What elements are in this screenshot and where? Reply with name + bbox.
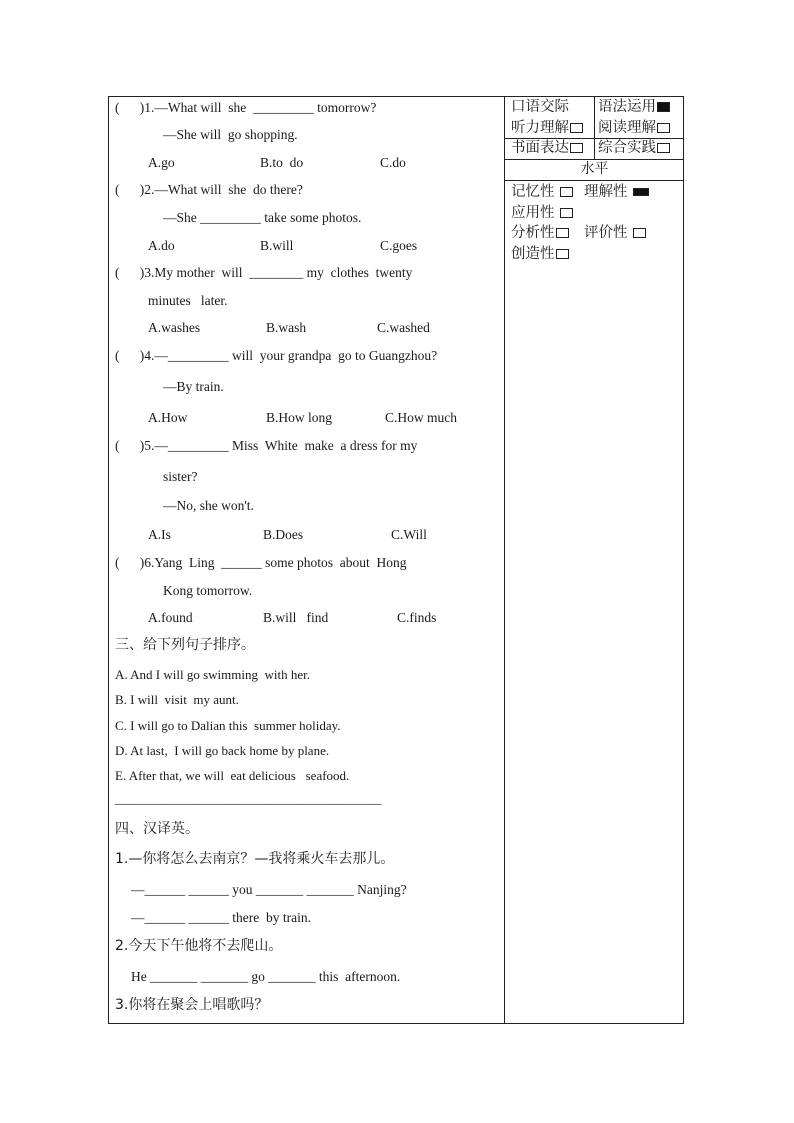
skill-writing: 书面表达 xyxy=(511,138,583,158)
translate-q3: 3.你将在聚会上唱歌吗？ xyxy=(115,997,269,1013)
level-memory: 记忆性 xyxy=(511,182,573,202)
question-4-answer-line: —By train. xyxy=(163,379,224,394)
q2-option-a: A.do xyxy=(148,238,175,253)
level-evaluation: 评价性 xyxy=(584,223,646,243)
sentence-d: D. At last, I will go back home by plane. xyxy=(115,743,330,758)
q4-option-a: A.How xyxy=(148,410,188,425)
question-5-answer-line: —No, she won't. xyxy=(163,498,254,513)
question-3: ( )3.My mother will ________ my clothes twenty xyxy=(115,265,413,280)
question-6: ( )6.Yang Ling ______ some photos about Hong xyxy=(115,555,407,570)
checkbox-grammar[interactable] xyxy=(657,102,670,112)
sentence-a: A. And I will go swimming with her. xyxy=(115,667,310,682)
q3-option-c: C.washed xyxy=(377,320,430,335)
question-5: ( )5.—_________ Miss White make a dress for my xyxy=(115,438,418,453)
q1-option-b: B.to do xyxy=(260,155,304,170)
checkbox-understanding[interactable] xyxy=(633,188,649,196)
checkbox-reading[interactable] xyxy=(657,123,670,133)
q2-option-b: B.will xyxy=(260,238,294,253)
q3-option-b: B.wash xyxy=(266,320,307,335)
translate-q2: 2.今天下午他将不去爬山。 xyxy=(115,938,283,954)
skill-speaking: 口语交际 xyxy=(511,99,569,115)
checkbox-memory[interactable] xyxy=(560,187,573,197)
q3-option-a: A.washes xyxy=(148,320,201,335)
order-answer-line: _________________________________________ xyxy=(115,791,382,806)
skill-reading: 阅读理解 xyxy=(598,118,670,138)
level-analysis: 分析性 xyxy=(511,223,569,243)
question-3-continued: minutes later. xyxy=(148,293,228,308)
question-1: ( )1.—What will she _________ tomorrow? xyxy=(115,100,377,115)
question-4: ( )4.—_________ will your grandpa go to Guangzhou? xyxy=(115,348,438,363)
level-creativity: 创造性 xyxy=(511,244,569,264)
translate-q1-line-2: —______ ______ there by train. xyxy=(131,910,311,925)
q1-option-c: C.do xyxy=(380,155,406,170)
translate-q1: 1.—你将怎么去南京？—我将乘火车去那儿。 xyxy=(115,851,395,867)
q4-option-c: C.How much xyxy=(385,410,457,425)
sentence-b: B. I will visit my aunt. xyxy=(115,692,239,707)
skill-grid xyxy=(505,96,684,160)
checkbox-creativity[interactable] xyxy=(556,249,569,259)
checkbox-listening[interactable] xyxy=(570,123,583,133)
sentence-e: E. After that, we will eat delicious seafood. xyxy=(115,768,350,783)
sentence-c: C. I will go to Dalian this summer holiday. xyxy=(115,718,341,733)
level-title: 水平 xyxy=(505,159,684,181)
q6-option-c: C.finds xyxy=(397,610,437,625)
exercise-column xyxy=(115,96,500,1024)
level-application: 应用性 xyxy=(511,203,573,223)
q2-option-c: C.goes xyxy=(380,238,418,253)
q5-option-b: B.Does xyxy=(263,527,304,542)
skill-listening: 听力理解 xyxy=(511,118,583,138)
checkbox-analysis[interactable] xyxy=(556,228,569,238)
level-understanding: 理解性 xyxy=(584,182,649,202)
skill-grammar: 语法运用 xyxy=(598,97,670,117)
question-1-answer-line: —She will go shopping. xyxy=(163,127,298,142)
q5-option-a: A.Is xyxy=(148,527,171,542)
question-6-continued: Kong tomorrow. xyxy=(163,583,253,598)
question-2: ( )2.—What will she do there? xyxy=(115,182,303,197)
q6-option-b: B.will find xyxy=(263,610,329,625)
checkbox-application[interactable] xyxy=(560,208,573,218)
section-3-title: 三、给下列句子排序。 xyxy=(115,637,255,653)
translate-q1-line-1: —______ ______ you _______ _______ Nanjing? xyxy=(131,882,407,897)
section-4-title: 四、汉译英。 xyxy=(115,821,199,837)
column-divider xyxy=(504,96,505,1024)
checkbox-evaluation[interactable] xyxy=(633,228,646,238)
skill-practice: 综合实践 xyxy=(598,138,670,158)
q4-option-b: B.How long xyxy=(266,410,333,425)
question-5-continued: sister? xyxy=(163,469,198,484)
checkbox-practice[interactable] xyxy=(657,143,670,153)
translate-q2-line: He _______ _______ go _______ this afternoon. xyxy=(131,969,401,984)
q5-option-c: C.Will xyxy=(391,527,427,542)
question-2-answer-line: —She _________ take some photos. xyxy=(163,210,362,225)
q1-option-a: A.go xyxy=(148,155,175,170)
q6-option-a: A.found xyxy=(148,610,193,625)
checkbox-writing[interactable] xyxy=(570,143,583,153)
